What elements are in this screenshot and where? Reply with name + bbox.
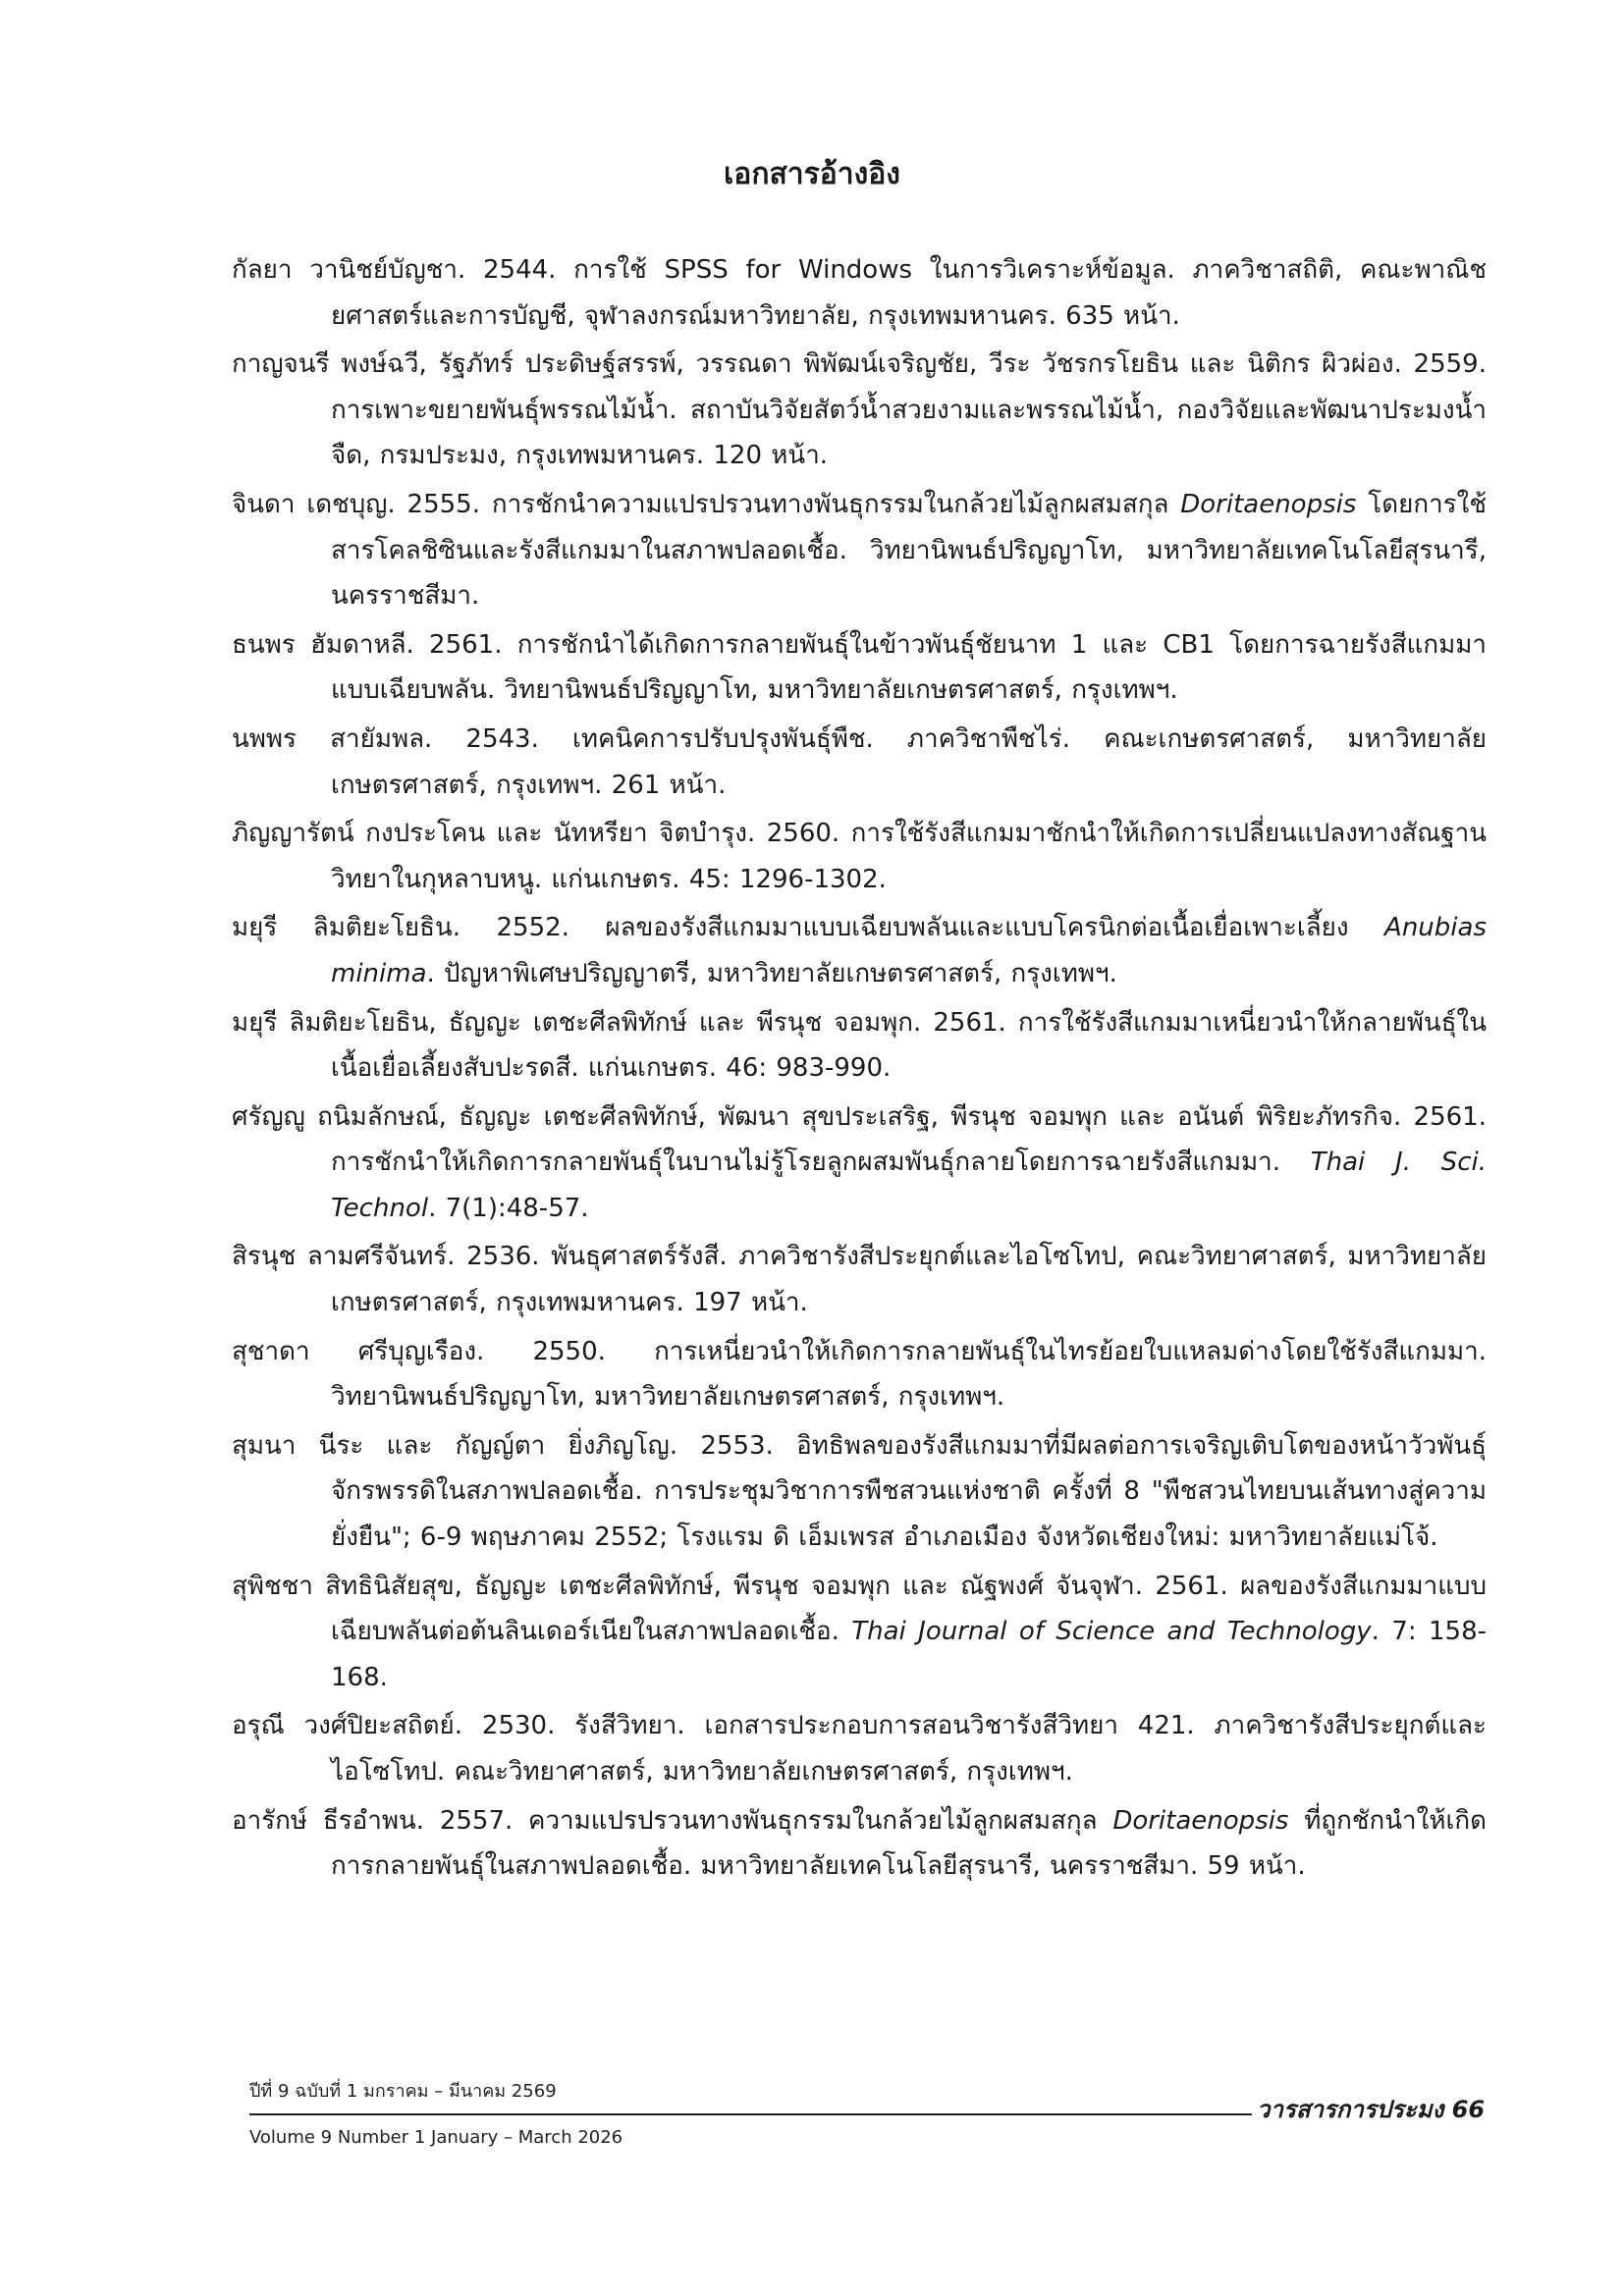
footer-issue-thai: ปีที่ 9 ฉบับที่ 1 มกราคม – มีนาคม 2569 (249, 2081, 557, 2102)
reference-text: ธนพร ฮัมดาหลี. 2561. การชักนำได้เกิดการกลายพันธุ์ในข้าวพันธุ์ชัยนาท 1 และ CB1 โดยการฉายรังสีแกมมาแบบเฉียบพลัน. วิทยานิพนธ์ปริญญาโท, มหาวิทยาลัยเกษตรศาสตร์, กรุงเทพฯ. (232, 629, 1487, 706)
reference-entry (232, 1564, 1487, 1701)
reference-list (232, 247, 1487, 1893)
reference-entry (232, 1703, 1487, 1794)
reference-text: อารักษ์ ธีรอำพน. 2557. ความแปรปรวนทางพันธุกรรมในกล้วยไม้ลูกผสมสกุล (232, 1805, 1113, 1836)
reference-entry (232, 811, 1487, 902)
reference-text: กาญจนรี พงษ์ฉวี, รัฐภัทร์ ประดิษฐ์สรรพ์, วรรณดา พิพัฒน์เจริญชัย, วีระ วัชรกรโยธิน และ นิติกร ผิวผ่อง. 2559. การเพาะขยายพันธุ์พรรณไม้น้ำ. สถาบันวิจัยสัตว์น้ำสวยงามและพรรณไม้น้ำ, กองวิจัยและพัฒนาประมงน้ำจืด, กรมประมง, กรุงเทพมหานคร. 120 หน้า. (232, 349, 1487, 471)
reference-entry (232, 482, 1487, 619)
reference-text: สุพิชชา สิทธินิสัยสุข, ธัญญะ เตชะศีลพิทักษ์, พีรนุช จอมพุก และ ณัฐพงศ์ จันจุฬา. 2561. ผลของรังสีแกมมาแบบเฉียบพลันต่อต้นลินเดอร์เนียในสภาพปลอดเชื้อ. (232, 1571, 1487, 1647)
reference-italic-text: Anubias minima (331, 913, 1487, 988)
reference-entry (232, 247, 1487, 339)
footer-divider (249, 2113, 1252, 2115)
reference-text: นพพร สายัมพล. 2543. เทคนิคการปรับปรุงพันธุ์พืช. ภาควิชาพืชไร่. คณะเกษตรศาสตร์, มหาวิทยาลัยเกษตรศาสตร์, กรุงเทพฯ. 261 หน้า. (232, 723, 1487, 800)
reference-text: สุชาดา ศรีบุญเรือง. 2550. การเหนี่ยวนำให้เกิดการกลายพันธุ์ในไทรย้อยใบแหลมด่างโดยใช้รังสีแกมมา. วิทยานิพนธ์ปริญญาโท, มหาวิทยาลัยเกษตรศาสตร์, กรุงเทพฯ. (232, 1336, 1487, 1413)
reference-text: ภิญญารัตน์ กงประโคน และ นัทหรียา จิตบำรุง. 2560. การใช้รังสีแกมมาชักนำให้เกิดการเปลี่ยนแปลงทางสัณฐานวิทยาในกุหลาบหนู. แก่นเกษตร. 45: 1296-1302. (232, 819, 1487, 894)
reference-italic-text: Doritaenopsis (1180, 489, 1357, 519)
reference-entry (232, 905, 1487, 996)
reference-entry (232, 1329, 1487, 1420)
footer-issue-english: Volume 9 Number 1 January – March 2026 (249, 2127, 623, 2148)
reference-text: . ปัญหาพิเศษปริญญาตรี, มหาวิทยาลัยเกษตรศาสตร์, กรุงเทพฯ. (426, 958, 1117, 988)
reference-italic-text: Thai Journal of Science and Technology (851, 1617, 1372, 1647)
reference-text: มยุรี ลิมติยะโยธิน, ธัญญะ เตชะศีลพิทักษ์ และ พีรนุช จอมพุก. 2561. การใช้รังสีแกมมาเหนี่ยวนำให้กลายพันธุ์ในเนื้อเยื่อเลี้ยงสับปะรดสี. แก่นเกษตร. 46: 983-990. (232, 1007, 1487, 1084)
reference-text: มยุรี ลิมติยะโยธิน. 2552. ผลของรังสีแกมมาแบบเฉียบพลันและแบบโครนิกต่อเนื้อเยื่อเพาะเลี้ยง (232, 913, 1385, 943)
page-title: เอกสารอ้างอิง (724, 157, 900, 191)
reference-italic-text: Thai J. Sci. Technol (331, 1148, 1487, 1223)
reference-entry (232, 622, 1487, 714)
reference-entry (232, 1798, 1487, 1890)
reference-entry (232, 1423, 1487, 1561)
reference-text: สุมนา นีระ และ กัญญ์ตา ยิ่งภิญโญ. 2553. อิทธิพลของรังสีแกมมาที่มีผลต่อการเจริญเติบโตของหน้าวัวพันธุ์จักรพรรดิในสภาพปลอดเชื้อ. การประชุมวิชาการพืชสวนแห่งชาติ ครั้งที่ 8 "พืชสวนไทยบนเส้นทางสู่ความยั่งยืน"; 6-9 พฤษภาคม 2552; โรงแรม ดิ เอ็มเพรส อำเภอเมือง จังหวัดเชียงใหม่: มหาวิทยาลัยแม่โจ้. (232, 1430, 1487, 1553)
reference-entry (232, 1234, 1487, 1325)
reference-entry (232, 1000, 1487, 1092)
reference-text: อรุณี วงศ์ปิยะสถิตย์. 2530. รังสีวิทยา. เอกสารประกอบการสอนวิชารังสีวิทยา 421. ภาควิชารังสีประยุกต์และไอโซโทป. คณะวิทยาศาสตร์, มหาวิทยาลัยเกษตรศาสตร์, กรุงเทพฯ. (232, 1711, 1487, 1787)
reference-italic-text: Doritaenopsis (1112, 1805, 1289, 1836)
reference-text: ศรัญญู ถนิมลักษณ์, ธัญญะ เตชะศีลพิทักษ์, พัฒนา สุขประเสริฐ, พีรนุช จอมพุก และ อนันต์ พิริยะภัทรกิจ. 2561. การชักนำให้เกิดการกลายพันธุ์ในบานไม่รู้โรยลูกผสมพันธุ์กลายโดยการฉายรังสีแกมมา. (232, 1101, 1487, 1178)
reference-text: . 7: 158-168. (331, 1617, 1488, 1692)
reference-text: จินดา เดชบุญ. 2555. การชักนำความแปรปรวนทางพันธุกรรมในกล้วยไม้ลูกผสมสกุล (232, 489, 1181, 519)
reference-entry (232, 717, 1487, 808)
reference-entry (232, 342, 1487, 479)
reference-text: สิรนุช ลามศรีจันทร์. 2536. พันธุศาสตร์รังสี. ภาควิชารังสีประยุกต์และไอโซโทป, คณะวิทยาศาสตร์, มหาวิทยาลัยเกษตรศาสตร์, กรุงเทพมหานคร. 197 หน้า. (232, 1242, 1487, 1318)
footer-issue (249, 2079, 623, 2148)
reference-text: โดยการใช้สารโคลชิซินและรังสีแกมมาในสภาพปลอดเชื้อ. วิทยานิพนธ์ปริญญาโท, มหาวิทยาลัยเทคโนโลยีสุรนารี, นครราชสีมา. (331, 489, 1487, 612)
footer-journal-name: วารสารการประมง 66 (1257, 2096, 1486, 2123)
reference-text: ที่ถูกชักนำให้เกิดการกลายพันธุ์ในสภาพปลอดเชื้อ. มหาวิทยาลัยเทคโนโลยีสุรนารี, นครราชสีมา. 59 หน้า. (331, 1805, 1487, 1882)
reference-text: กัลยา วานิชย์บัญชา. 2544. การใช้ SPSS for Windows ในการวิเคราะห์ข้อมูล. ภาควิชาสถิติ, คณะพาณิชยศาสตร์และการบัญชี, จุฬาลงกรณ์มหาวิทยาลัย, กรุงเทพมหานคร. 635 หน้า. (232, 255, 1487, 331)
reference-entry (232, 1095, 1487, 1232)
reference-text: . 7(1):48-57. (428, 1193, 589, 1223)
